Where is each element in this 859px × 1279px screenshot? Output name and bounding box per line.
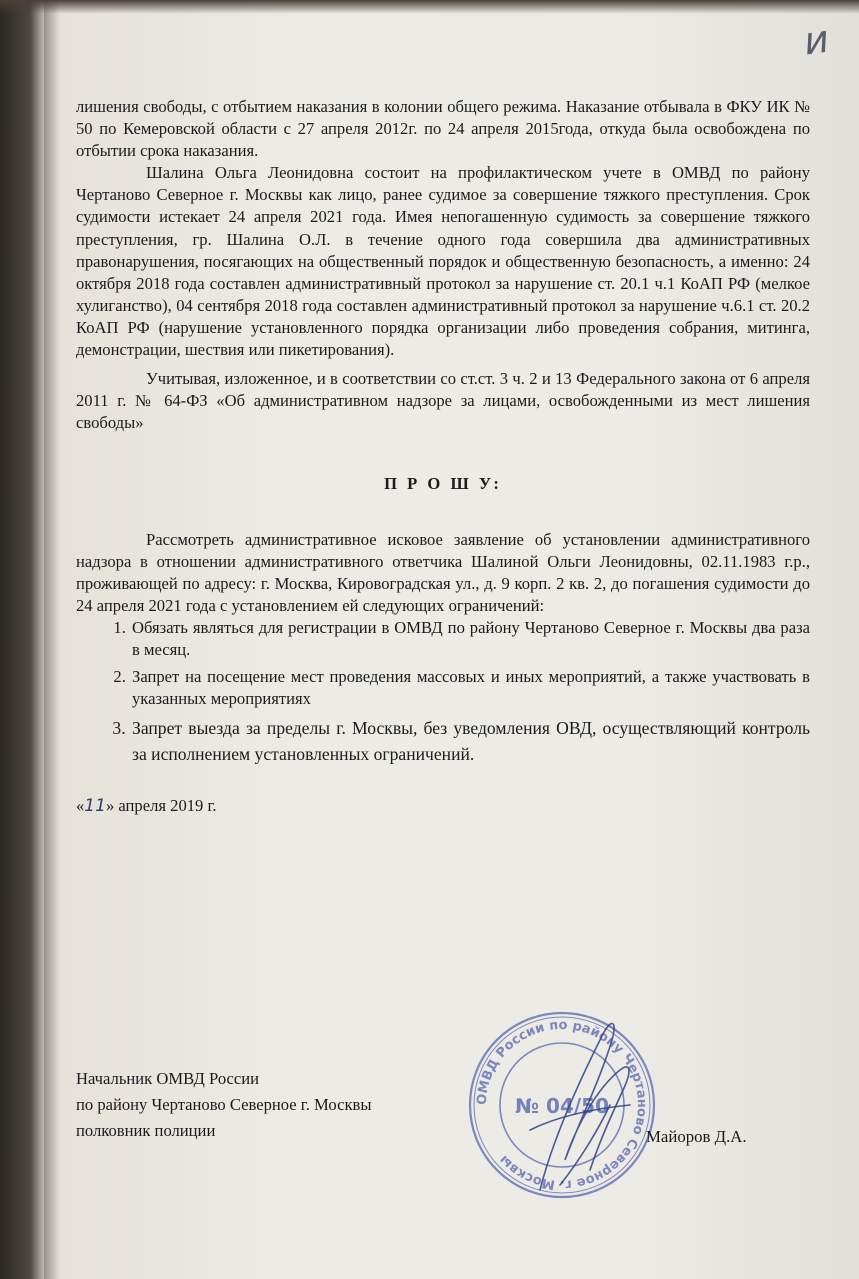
signatory-name: Майоров Д.А.: [646, 1127, 747, 1146]
request-heading: П Р О Ш У:: [384, 474, 502, 494]
document-body: [76, 96, 810, 817]
signatory-department: по району Чертаново Северное г. Москвы: [76, 1095, 372, 1114]
paragraph-sentence-end: лишения свободы, с отбытием наказания в колонии общего режима. Наказание отбывала в ФКУ ИК № 50 по Кемеровской области с 27 апреля 2012г. по 24 апреля 2015года, откуда была освобождена по отбытии срока наказания.: [76, 97, 810, 161]
document-date: «11» апреля 2019 г.: [76, 796, 217, 817]
list-item: 1. Обязать являться для регистрации в ОМВД по району Чертаново Северное г. Москвы два раза в месяц.: [130, 617, 810, 661]
handwritten-signature: [520, 1010, 640, 1200]
page-binding-shadow: [44, 0, 60, 1279]
handwritten-day: 11: [84, 796, 106, 817]
request-paragraph: Рассмотреть административное исковое заявление об установлении административного надзора в отношении административного ответчика Шалиной Ольги Леонидовны, 02.11.1983 г.р., проживающей по адресу: г. Москва, Кировоградская ул., д. 9 корп. 2 кв. 2, до погашения судимости до 24 апреля 2021 года с установлением ей следующих ограничений:: [76, 529, 810, 615]
handwritten-corner-mark: и: [801, 16, 832, 64]
signatory-block: [76, 1066, 372, 1144]
signatory-position: Начальник ОМВД России: [76, 1069, 260, 1088]
list-item: 2. Запрет на посещение мест проведения массовых и иных мероприятий, а также участвовать в указанных мероприятиях: [130, 666, 810, 710]
top-shadow: [0, 0, 859, 14]
date-month-year: апреля 2019 г.: [118, 796, 217, 816]
stamp-ring-text: ОМВД России по району Чертаново Северное г. Москвы: [474, 1017, 650, 1193]
restrictions-list: [76, 617, 810, 767]
paragraph-criminal-record: Шалина Ольга Леонидовна состоит на профилактическом учете в ОМВД по району Чертаново Северное г. Москвы как лицо, ранее судимое за совершение тяжкого преступления. Срок судимости истекает 24 апреля 2021 года. Имея непогашенную судимость за совершение тяжкого преступления, гр. Шалина О.Л. в течение одного года совершила два административных правонарушения, посягающих на общественный порядок и общественную безопасность, а именно: 24 октября 2018 года составлен административный протокол за нарушение ст. 20.1 ч.1 КоАП РФ (мелкое хулиганство), 04 сентября 2018 года составлен административный протокол за нарушение ч.6.1 ст. 20.2 КоАП РФ (нарушение установленного порядка организации либо проведения собрания, митинга, демонстрации, шествия или пикетирования).: [76, 163, 810, 360]
list-item: 3. Запрет выезда за пределы г. Москвы, без уведомления ОВД, осуществляющий контроль за исполнением установленных ограничений.: [130, 715, 810, 767]
stamp-center-text: № 04/50: [515, 1094, 609, 1118]
signatory-rank: полковник полиции: [76, 1121, 216, 1140]
paragraph-legal-basis: Учитывая, изложенное, и в соответствии со ст.ст. 3 ч. 2 и 13 Федерального закона от 6 апреля 2011 г. № 64-ФЗ «Об административном надзоре за лицами, освобожденными из мест лишения свободы»: [76, 369, 810, 433]
